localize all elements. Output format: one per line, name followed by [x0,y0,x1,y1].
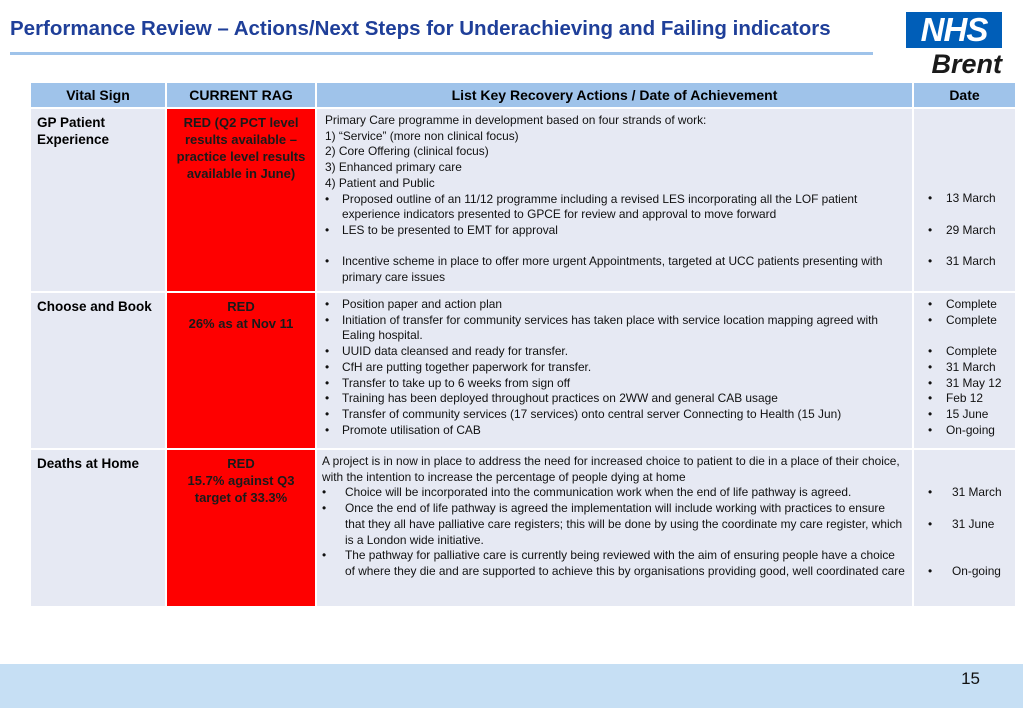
vital-sign-cell: GP Patient Experience [30,108,166,292]
action-bullet: • CfH are putting together paperwork for transfer. [325,359,592,374]
date-item: • Complete [920,344,1009,360]
bullet-icon: • [928,254,933,269]
bullet-icon: • [928,222,933,237]
date-cell [913,292,1016,449]
bullet-icon: • [928,485,933,500]
bullet-icon: • [325,344,330,359]
bullet-icon: • [928,391,933,406]
bullet-icon: • [322,501,327,516]
rag-status: RED [227,456,255,471]
date-item: • 31 March [920,254,1009,270]
date-item: • Feb 12 [920,391,1009,407]
actions-intro: Primary Care programme in development based on four strands of work: [325,113,707,127]
action-bullet: • Proposed outline of an 11/12 programme including a revised LES incorporating all the LOF patient experience indicators presented to GPCE for review and approval to move forward [325,191,858,222]
date-item: • Complete [920,297,1009,313]
strand-item: 1) “Service” (more non clinical focus) [325,128,519,143]
table-row [30,449,1016,607]
actions-cell [316,292,913,449]
action-bullet: • Position paper and action plan [325,297,502,311]
rag-status-cell [166,449,316,607]
action-bullet: • Choice will be incorporated into the communication work when the end of life pathway is agreed. [322,485,852,500]
date-item: • 31 May 12 [920,376,1009,392]
action-bullet: • Incentive scheme in place to offer more urgent Appointments, targeted at UCC patients presenting with primary care issues [325,254,883,285]
footer-bar [0,664,1023,708]
rag-status-cell [166,292,316,449]
action-bullet: • Once the end of life pathway is agreed the implementation will include working with practices to ensure that they all have palliative care registers; this will be done by using the coordinate my care register, which is a London wide initiative. [322,501,903,547]
page-number: 15 [961,669,980,688]
bullet-icon: • [928,375,933,390]
rag-detail: 15.7% against Q3 target of 33.3% [187,473,295,505]
strand-item: 3) Enhanced primary care [325,160,462,175]
actions-intro: A project is in now in place to address the need for increased choice to patient to die in a place of their choice, with the intention to increase the percentage of people dying at home [322,454,900,484]
bullet-icon: • [322,485,327,500]
date-item: • 31 March [920,485,1009,501]
strand-item: 4) Patient and Public [325,175,435,190]
nhs-brent-logo [906,12,1004,79]
bullet-icon: • [928,297,933,311]
bullet-icon: • [325,254,330,269]
bullet-icon: • [325,406,330,421]
vital-sign-cell: Deaths at Home [30,449,166,607]
action-bullet: • Promote utilisation of CAB [325,422,481,437]
nhs-logo-box: NHS [906,12,1002,48]
bullet-icon: • [928,563,933,578]
bullet-icon: • [928,516,933,531]
bullet-icon: • [322,548,327,563]
bullet-icon: • [325,391,330,406]
header-date: Date [913,82,1016,108]
action-bullet: • LES to be presented to EMT for approval [325,222,558,237]
table-row [30,292,1016,449]
date-item: • 15 June [920,407,1009,423]
bullet-icon: • [325,191,330,206]
date-cell [913,108,1016,292]
title-divider [10,52,873,55]
table-header-row [30,82,1016,108]
action-bullet: • Initiation of transfer for community services has taken place with service location mapping agreed with Ealing hospital. [325,312,878,343]
strand-item: 2) Core Offering (clinical focus) [325,144,489,159]
date-cell [913,449,1016,607]
logo-brent-text: Brent [931,49,1002,79]
action-bullet: • Transfer to take up to 6 weeks from sign off [325,375,571,390]
rag-status-cell: RED (Q2 PCT level results available – practice level results available in June) [166,108,316,292]
date-item: • 31 June [920,517,1009,533]
bullet-icon: • [928,191,933,206]
vital-sign-cell: Choose and Book [30,292,166,449]
date-item: • Complete [920,313,1009,329]
bullet-icon: • [325,422,330,437]
date-item: • On-going [920,564,1009,580]
rag-status: RED [227,299,255,314]
bullet-icon: • [928,344,933,359]
actions-cell [316,108,913,292]
bullet-icon: • [325,359,330,374]
date-item: • 31 March [920,360,1009,376]
rag-detail: 26% as at Nov 11 [188,316,294,331]
bullet-icon: • [325,375,330,390]
date-item: • 29 March [920,223,1009,239]
table-row [30,108,1016,292]
page-title: Performance Review – Actions/Next Steps for Underachieving and Failing indicators [10,17,831,40]
header-vital-sign: Vital Sign [30,82,166,108]
performance-review-table [29,81,1017,608]
action-bullet: • The pathway for palliative care is currently being reviewed with the aim of ensuring people have a choice of where they die and are supported to achieve this by organisations providing good, well coordinated care [322,548,905,578]
bullet-icon: • [928,312,933,327]
header-current-rag: CURRENT RAG [166,82,316,108]
header-key-recovery-actions: List Key Recovery Actions / Date of Achievement [316,82,913,108]
date-item: • On-going [920,423,1009,439]
date-item: • 13 March [920,191,1009,207]
bullet-icon: • [928,359,933,374]
bullet-icon: • [325,312,330,327]
action-bullet: • UUID data cleansed and ready for transfer. [325,344,569,359]
bullet-icon: • [928,406,933,421]
bullet-icon: • [325,222,330,237]
action-bullet: • Transfer of community services (17 services) onto central server Connecting to Health (15 Jun) [325,406,842,421]
action-bullet: • Training has been deployed throughout practices on 2WW and general CAB usage [325,391,778,406]
bullet-icon: • [928,422,933,437]
actions-cell [316,449,913,607]
bullet-icon: • [325,297,330,311]
